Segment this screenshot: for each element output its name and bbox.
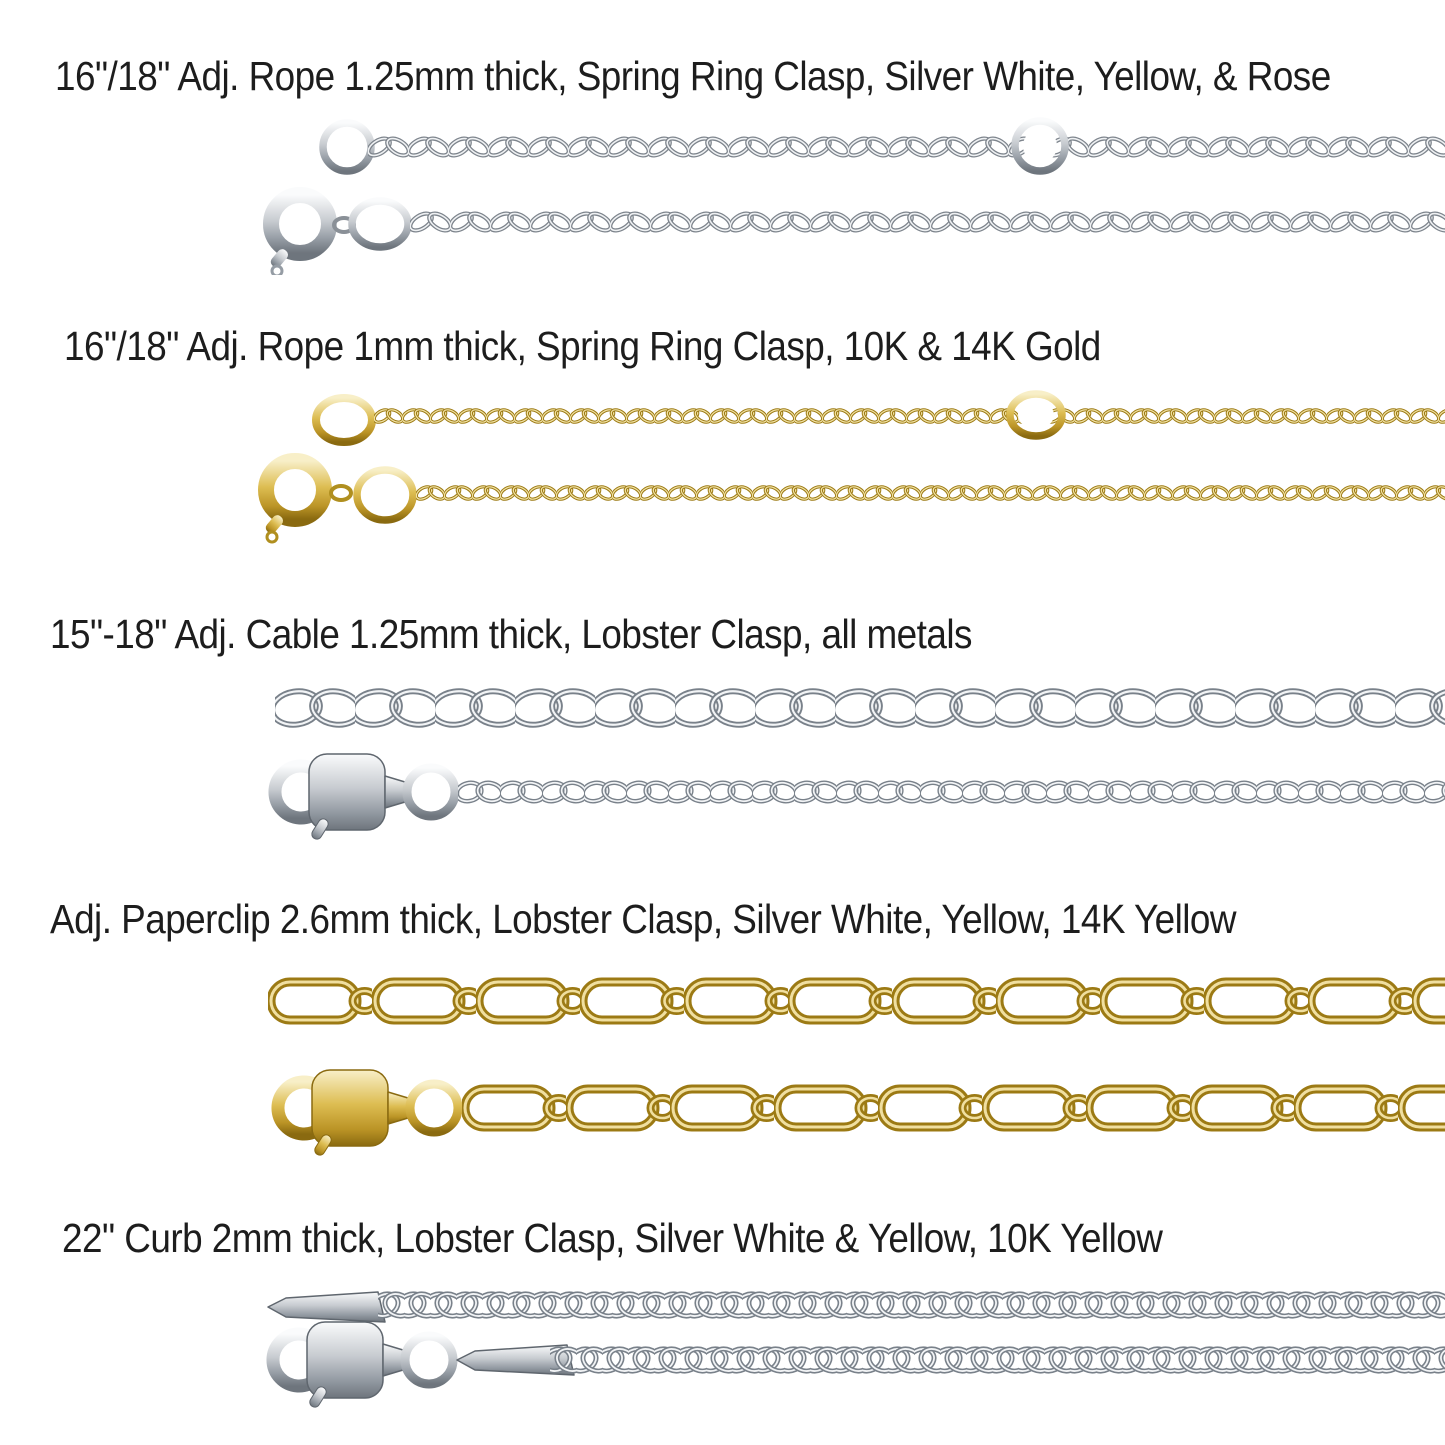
- chain-photo-paperclip-gold: [0, 945, 1445, 1160]
- rope-silver-bottom-strand: [269, 195, 1445, 275]
- chain-photo-rope-silver: [0, 105, 1445, 275]
- section-heading-rope-silver: 16"/18" Adj. Rope 1.25mm thick, Spring Ring Clasp, Silver White, Yellow, & Rose: [55, 53, 1331, 99]
- section-heading-paperclip: Adj. Paperclip 2.6mm thick, Lobster Clasp, Silver White, Yellow, 14K Yellow: [50, 896, 1237, 942]
- chain-photo-curb-silver: [0, 1262, 1445, 1445]
- lobster-clasp-icon: [275, 754, 455, 841]
- section-heading-curb: 22" Curb 2mm thick, Lobster Clasp, Silver White & Yellow, 10K Yellow: [62, 1215, 1163, 1261]
- curb-top-strand: [268, 1285, 1445, 1325]
- jump-ring-icon: [316, 398, 372, 442]
- rope-silver-top-strand: [323, 121, 1445, 171]
- cable-clasp-strand: [275, 754, 1445, 841]
- paperclip-top-strand: [268, 975, 1445, 1027]
- spring-ring-clasp-icon: [264, 461, 324, 542]
- lobster-clasp-icon: [278, 1070, 458, 1157]
- curb-clasp-strand: [273, 1322, 1445, 1409]
- jump-ring-icon: [323, 123, 371, 171]
- section-heading-rope-gold: 16"/18" Adj. Rope 1mm thick, Spring Ring Clasp, 10K & 14K Gold: [64, 323, 1101, 369]
- jump-ring-icon: [357, 470, 413, 520]
- jump-ring-icon: [352, 201, 408, 247]
- rope-gold-bottom-strand: [264, 461, 1445, 542]
- lobster-clasp-icon: [273, 1322, 453, 1409]
- rope-gold-top-strand: [316, 394, 1445, 442]
- cable-extender-strand: [275, 685, 1445, 731]
- end-tag-icon: [268, 1292, 385, 1322]
- paperclip-clasp-strand: [278, 1070, 1445, 1157]
- chain-photo-rope-gold: [0, 375, 1445, 545]
- chain-photo-cable-silver: [0, 660, 1445, 850]
- section-heading-cable: 15"-18" Adj. Cable 1.25mm thick, Lobster Clasp, all metals: [50, 611, 972, 657]
- spring-ring-clasp-icon: [269, 195, 329, 275]
